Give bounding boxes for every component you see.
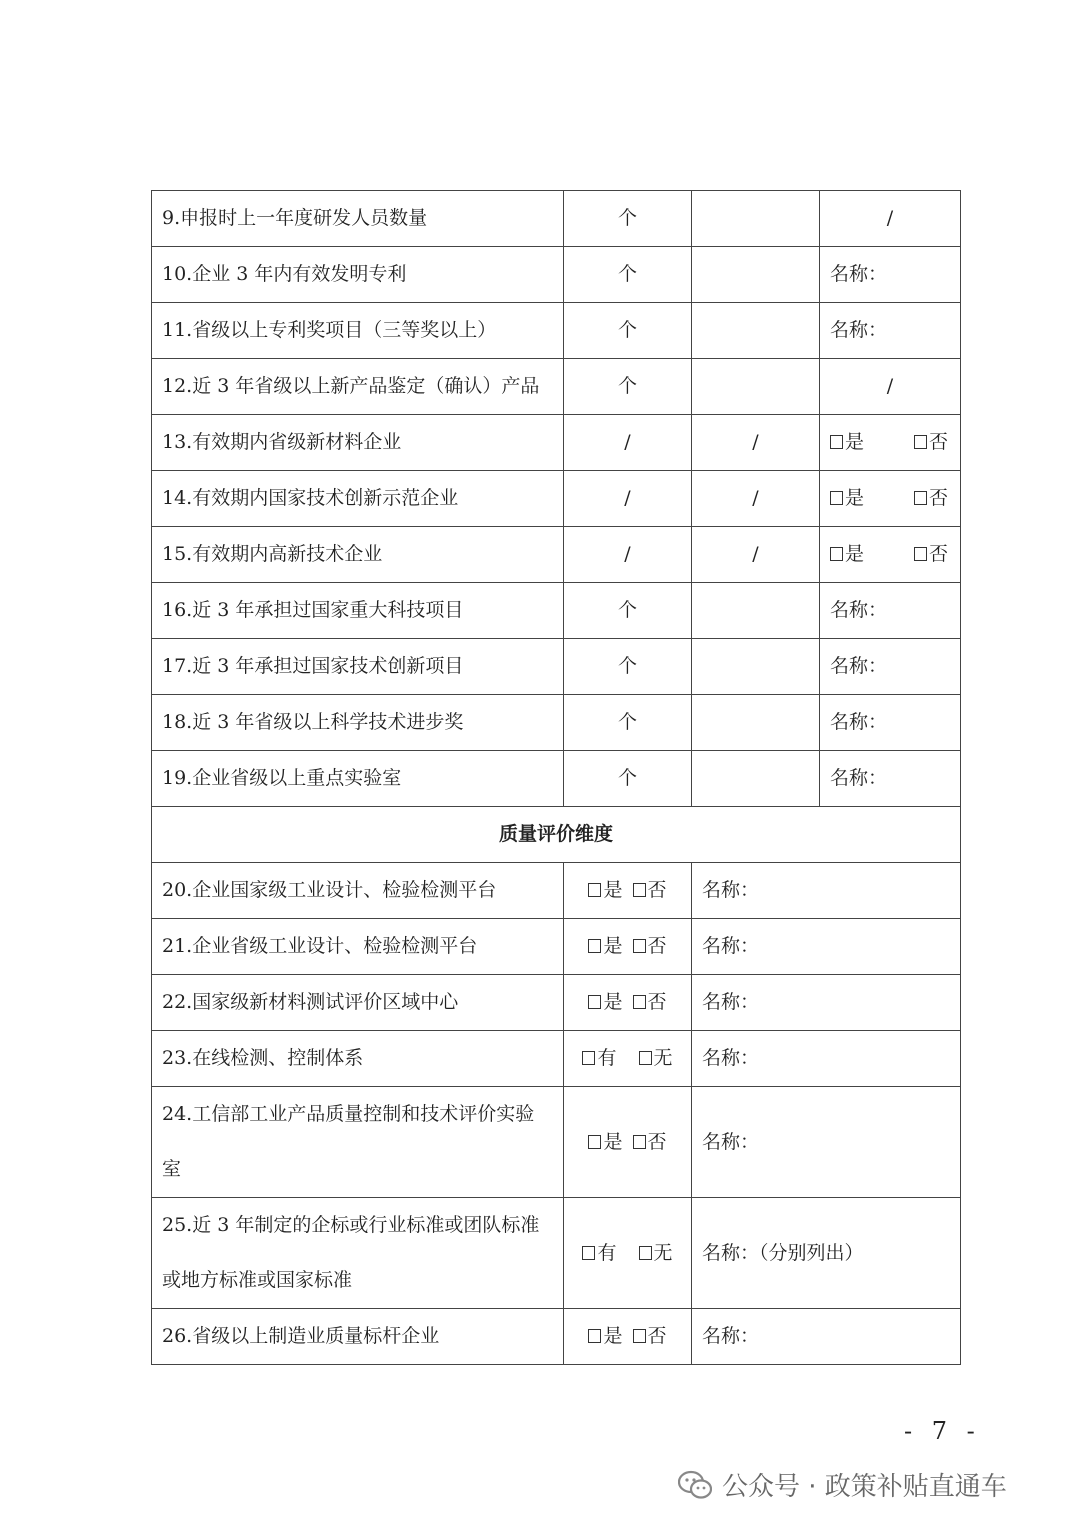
table-row bbox=[152, 1198, 961, 1309]
has-option[interactable] bbox=[582, 1242, 616, 1264]
checkbox-icon[interactable] bbox=[633, 1329, 646, 1343]
unit-cell: 个 bbox=[564, 751, 692, 807]
name-cell[interactable]: 名称： bbox=[820, 583, 961, 639]
row-label: 12.近 3 年省级以上新产品鉴定（确认）产品 bbox=[152, 359, 564, 415]
checkbox-icon[interactable] bbox=[582, 1246, 595, 1260]
row-label: 15.有效期内高新技术企业 bbox=[152, 527, 564, 583]
name-cell[interactable]: 名称： bbox=[820, 639, 961, 695]
table-row bbox=[152, 191, 961, 247]
none-option[interactable] bbox=[639, 1047, 673, 1069]
no-option[interactable] bbox=[633, 879, 667, 901]
row-label: 9.申报时上一年度研发人员数量 bbox=[152, 191, 564, 247]
no-label: 否 bbox=[928, 543, 948, 565]
checkbox-icon[interactable] bbox=[639, 1051, 652, 1065]
name-cell[interactable]: 名称： bbox=[692, 1031, 961, 1087]
table-row bbox=[152, 1309, 961, 1365]
name-cell[interactable]: 名称： bbox=[692, 919, 961, 975]
checkbox-icon[interactable] bbox=[633, 995, 646, 1009]
unit-cell: 个 bbox=[564, 359, 692, 415]
section-row bbox=[152, 807, 961, 863]
option-cell bbox=[564, 975, 692, 1031]
checkbox-icon[interactable] bbox=[588, 1135, 601, 1149]
name-cell[interactable]: 名称： bbox=[692, 1087, 961, 1198]
yes-label: 是 bbox=[603, 1130, 623, 1153]
unit-cell: / bbox=[564, 527, 692, 583]
row-label: 13.有效期内省级新材料企业 bbox=[152, 415, 564, 471]
none-label: 无 bbox=[653, 1047, 673, 1069]
option-cell bbox=[564, 863, 692, 919]
row-label: 11.省级以上专利奖项目（三等奖以上） bbox=[152, 303, 564, 359]
row-label: 17.近 3 年承担过国家技术创新项目 bbox=[152, 639, 564, 695]
value-cell[interactable] bbox=[692, 303, 820, 359]
no-label: 否 bbox=[928, 431, 948, 453]
name-cell[interactable]: 名称：（分别列出） bbox=[692, 1198, 961, 1309]
watermark-text: 公众号 · 政策补贴直通车 bbox=[722, 1472, 1007, 1502]
yes-option[interactable] bbox=[588, 879, 622, 901]
row-label: 18.近 3 年省级以上科学技术进步奖 bbox=[152, 695, 564, 751]
checkbox-icon[interactable] bbox=[588, 883, 601, 897]
yes-no-cell bbox=[820, 415, 961, 471]
note-cell: / bbox=[820, 359, 961, 415]
checkbox-icon[interactable] bbox=[639, 1246, 652, 1260]
yes-label: 是 bbox=[845, 431, 865, 453]
checkbox-icon[interactable] bbox=[633, 939, 646, 953]
unit-cell: 个 bbox=[564, 583, 692, 639]
row-label: 23.在线检测、控制体系 bbox=[152, 1031, 564, 1087]
table-row bbox=[152, 863, 961, 919]
option-cell bbox=[564, 1031, 692, 1087]
row-label: 10.企业 3 年内有效发明专利 bbox=[152, 247, 564, 303]
checkbox-icon[interactable] bbox=[830, 435, 843, 449]
value-cell[interactable] bbox=[692, 639, 820, 695]
yes-label: 是 bbox=[845, 543, 865, 565]
table-row bbox=[152, 527, 961, 583]
row-label: 14.有效期内国家技术创新示范企业 bbox=[152, 471, 564, 527]
no-option[interactable] bbox=[914, 527, 948, 582]
unit-cell: 个 bbox=[564, 247, 692, 303]
row-label-line: 24.工信部工业产品质量控制和技术评价实验 bbox=[162, 1103, 535, 1125]
section-title: 质量评价维度 bbox=[152, 807, 961, 863]
no-label: 否 bbox=[647, 1130, 667, 1153]
checkbox-icon[interactable] bbox=[588, 1329, 601, 1343]
no-option[interactable] bbox=[914, 415, 948, 470]
name-cell[interactable]: 名称： bbox=[820, 695, 961, 751]
table-row bbox=[152, 751, 961, 807]
table-row bbox=[152, 695, 961, 751]
checkbox-icon[interactable] bbox=[633, 883, 646, 897]
value-cell[interactable] bbox=[692, 751, 820, 807]
no-option[interactable] bbox=[633, 935, 667, 957]
table-row bbox=[152, 303, 961, 359]
row-label: 22.国家级新材料测试评价区域中心 bbox=[152, 975, 564, 1031]
name-cell[interactable]: 名称： bbox=[692, 975, 961, 1031]
no-label: 否 bbox=[647, 879, 667, 901]
row-label bbox=[152, 1198, 564, 1309]
yes-option[interactable] bbox=[588, 1325, 622, 1347]
row-label: 19.企业省级以上重点实验室 bbox=[152, 751, 564, 807]
unit-cell: 个 bbox=[564, 191, 692, 247]
option-cell bbox=[564, 1087, 692, 1198]
table-row bbox=[152, 583, 961, 639]
row-label: 21.企业省级工业设计、检验检测平台 bbox=[152, 919, 564, 975]
yes-option[interactable] bbox=[830, 471, 864, 526]
yes-label: 是 bbox=[603, 935, 623, 957]
unit-cell: / bbox=[564, 471, 692, 527]
checkbox-icon[interactable] bbox=[830, 547, 843, 561]
row-label-line: 25.近 3 年制定的企标或行业标准或团队标准 bbox=[162, 1214, 540, 1236]
yes-option[interactable] bbox=[830, 527, 864, 582]
name-cell[interactable]: 名称： bbox=[820, 751, 961, 807]
no-label: 否 bbox=[928, 487, 948, 509]
yes-label: 是 bbox=[603, 991, 623, 1013]
table-row bbox=[152, 919, 961, 975]
value-cell: / bbox=[692, 471, 820, 527]
row-label-line: 室 bbox=[162, 1158, 182, 1180]
no-label: 否 bbox=[647, 935, 667, 957]
unit-cell: 个 bbox=[564, 695, 692, 751]
yes-option[interactable] bbox=[588, 935, 622, 957]
yes-label: 是 bbox=[603, 1325, 623, 1347]
name-cell[interactable]: 名称： bbox=[692, 863, 961, 919]
name-cell[interactable]: 名称： bbox=[820, 247, 961, 303]
yes-label: 是 bbox=[603, 879, 623, 901]
yes-no-cell bbox=[820, 527, 961, 583]
name-cell[interactable]: 名称： bbox=[692, 1309, 961, 1365]
table-row bbox=[152, 359, 961, 415]
table-row bbox=[152, 415, 961, 471]
has-label: 有 bbox=[597, 1241, 617, 1264]
none-label: 无 bbox=[653, 1241, 673, 1264]
wechat-icon bbox=[678, 1470, 712, 1500]
unit-cell: 个 bbox=[564, 639, 692, 695]
name-cell[interactable]: 名称： bbox=[820, 303, 961, 359]
checkbox-icon[interactable] bbox=[582, 1051, 595, 1065]
checkbox-icon[interactable] bbox=[914, 491, 927, 505]
table-row bbox=[152, 1087, 961, 1198]
page-number: - 7 - bbox=[904, 1417, 981, 1445]
value-cell[interactable] bbox=[692, 695, 820, 751]
no-option[interactable] bbox=[633, 1131, 667, 1153]
row-label bbox=[152, 1087, 564, 1198]
table-row bbox=[152, 471, 961, 527]
value-cell[interactable] bbox=[692, 191, 820, 247]
table-row bbox=[152, 975, 961, 1031]
no-option[interactable] bbox=[633, 1325, 667, 1347]
table-row bbox=[152, 247, 961, 303]
has-label: 有 bbox=[597, 1047, 617, 1069]
none-option[interactable] bbox=[639, 1242, 673, 1264]
table-row bbox=[152, 1031, 961, 1087]
option-cell bbox=[564, 919, 692, 975]
no-label: 否 bbox=[647, 991, 667, 1013]
row-label: 20.企业国家级工业设计、检验检测平台 bbox=[152, 863, 564, 919]
row-label-line: 或地方标准或国家标准 bbox=[162, 1269, 353, 1291]
value-cell: / bbox=[692, 527, 820, 583]
checkbox-icon[interactable] bbox=[588, 939, 601, 953]
row-label: 26.省级以上制造业质量标杆企业 bbox=[152, 1309, 564, 1365]
enterprise-evaluation-table bbox=[151, 190, 961, 1365]
checkbox-icon[interactable] bbox=[830, 491, 843, 505]
value-cell[interactable] bbox=[692, 583, 820, 639]
checkbox-icon[interactable] bbox=[914, 547, 927, 561]
option-cell bbox=[564, 1198, 692, 1309]
value-cell[interactable] bbox=[692, 359, 820, 415]
yes-label: 是 bbox=[845, 487, 865, 509]
no-label: 否 bbox=[647, 1325, 667, 1347]
option-cell bbox=[564, 1309, 692, 1365]
no-option[interactable] bbox=[633, 991, 667, 1013]
yes-option[interactable] bbox=[588, 991, 622, 1013]
has-option[interactable] bbox=[582, 1047, 616, 1069]
no-option[interactable] bbox=[914, 471, 948, 526]
unit-cell: 个 bbox=[564, 303, 692, 359]
note-cell: / bbox=[820, 191, 961, 247]
value-cell[interactable] bbox=[692, 247, 820, 303]
yes-no-cell bbox=[820, 471, 961, 527]
unit-cell: / bbox=[564, 415, 692, 471]
checkbox-icon[interactable] bbox=[914, 435, 927, 449]
watermark bbox=[678, 1466, 1007, 1503]
value-cell: / bbox=[692, 415, 820, 471]
table-row bbox=[152, 639, 961, 695]
yes-option[interactable] bbox=[830, 415, 864, 470]
checkbox-icon[interactable] bbox=[633, 1135, 646, 1149]
yes-option[interactable] bbox=[588, 1131, 622, 1153]
checkbox-icon[interactable] bbox=[588, 995, 601, 1009]
row-label: 16.近 3 年承担过国家重大科技项目 bbox=[152, 583, 564, 639]
